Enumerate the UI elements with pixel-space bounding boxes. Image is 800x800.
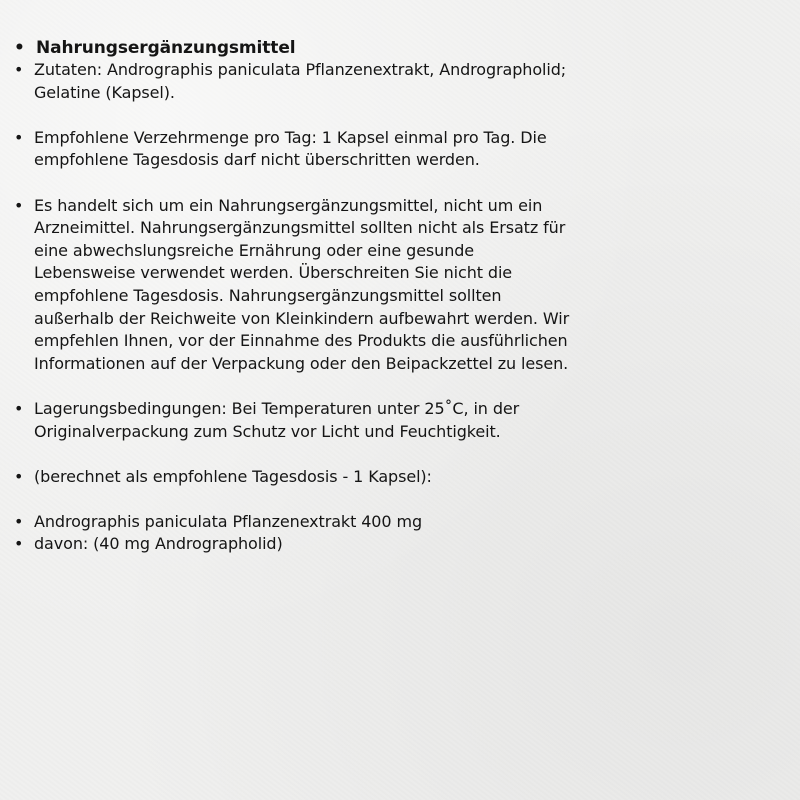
storage-item [14, 398, 574, 443]
product-title-item [14, 36, 574, 60]
ingredients-item [14, 59, 574, 104]
bullet: • [14, 398, 24, 418]
bullet: • [14, 534, 24, 554]
extract-amount-text: Andrographis paniculata Pflanzenextrakt 400 mg [34, 511, 422, 531]
bullet: • [14, 511, 24, 531]
spacer [14, 104, 574, 127]
label-text-block [14, 36, 574, 556]
dosage-item [14, 127, 574, 172]
bullet: • [14, 60, 24, 79]
spacer [14, 488, 574, 511]
dosage-text: Empfohlene Verzehrmenge pro Tag: 1 Kapsel einmal pro Tag. Die empfohlene Tagesdosis darf nicht überschritten werden. [34, 127, 547, 170]
ingredients-text: Zutaten: Andrographis paniculata Pflanzenextrakt, Andrographolid; Gelatine (Kapsel). [34, 60, 567, 102]
spacer [14, 375, 574, 398]
calculation-note-item [14, 466, 574, 489]
bullet: • [14, 38, 25, 58]
spacer [14, 443, 574, 466]
extract-amount-item [14, 511, 574, 534]
andrographolide-amount-text: davon: (40 mg Andrographolid) [34, 534, 283, 554]
spacer [14, 172, 574, 195]
product-title: Nahrungsergänzungsmittel [36, 38, 296, 58]
warning-text: Es handelt sich um ein Nahrungsergänzungsmittel, nicht um ein Arzneimittel. Nahrungsergänzungsmittel sollten nicht als Ersatz für eine abwechslungsreiche Ernährung oder eine gesunde Lebensweise verwendet werden. Überschreiten Sie nicht die empfohlene Tagesdosis. Nahrungsergänzungsmittel sollten außerhalb der Reichweite von Kleinkindern aufbewahrt werden. Wir empfehlen Ihnen, vor der Einnahme des Produkts die ausführlichen Informationen auf der Verpackung oder den Beipackzettel zu lesen. [34, 195, 570, 373]
bullet: • [14, 466, 24, 486]
warning-item [14, 195, 574, 376]
storage-text: Lagerungsbedingungen: Bei Temperaturen unter 25˚C, in der Originalverpackung zum Schutz vor Licht und Feuchtigkeit. [34, 398, 520, 441]
andrographolide-amount-item [14, 533, 574, 556]
bullet: • [14, 127, 24, 147]
calculation-note-text: (berechnet als empfohlene Tagesdosis - 1 Kapsel): [34, 466, 432, 486]
bullet: • [14, 195, 24, 215]
